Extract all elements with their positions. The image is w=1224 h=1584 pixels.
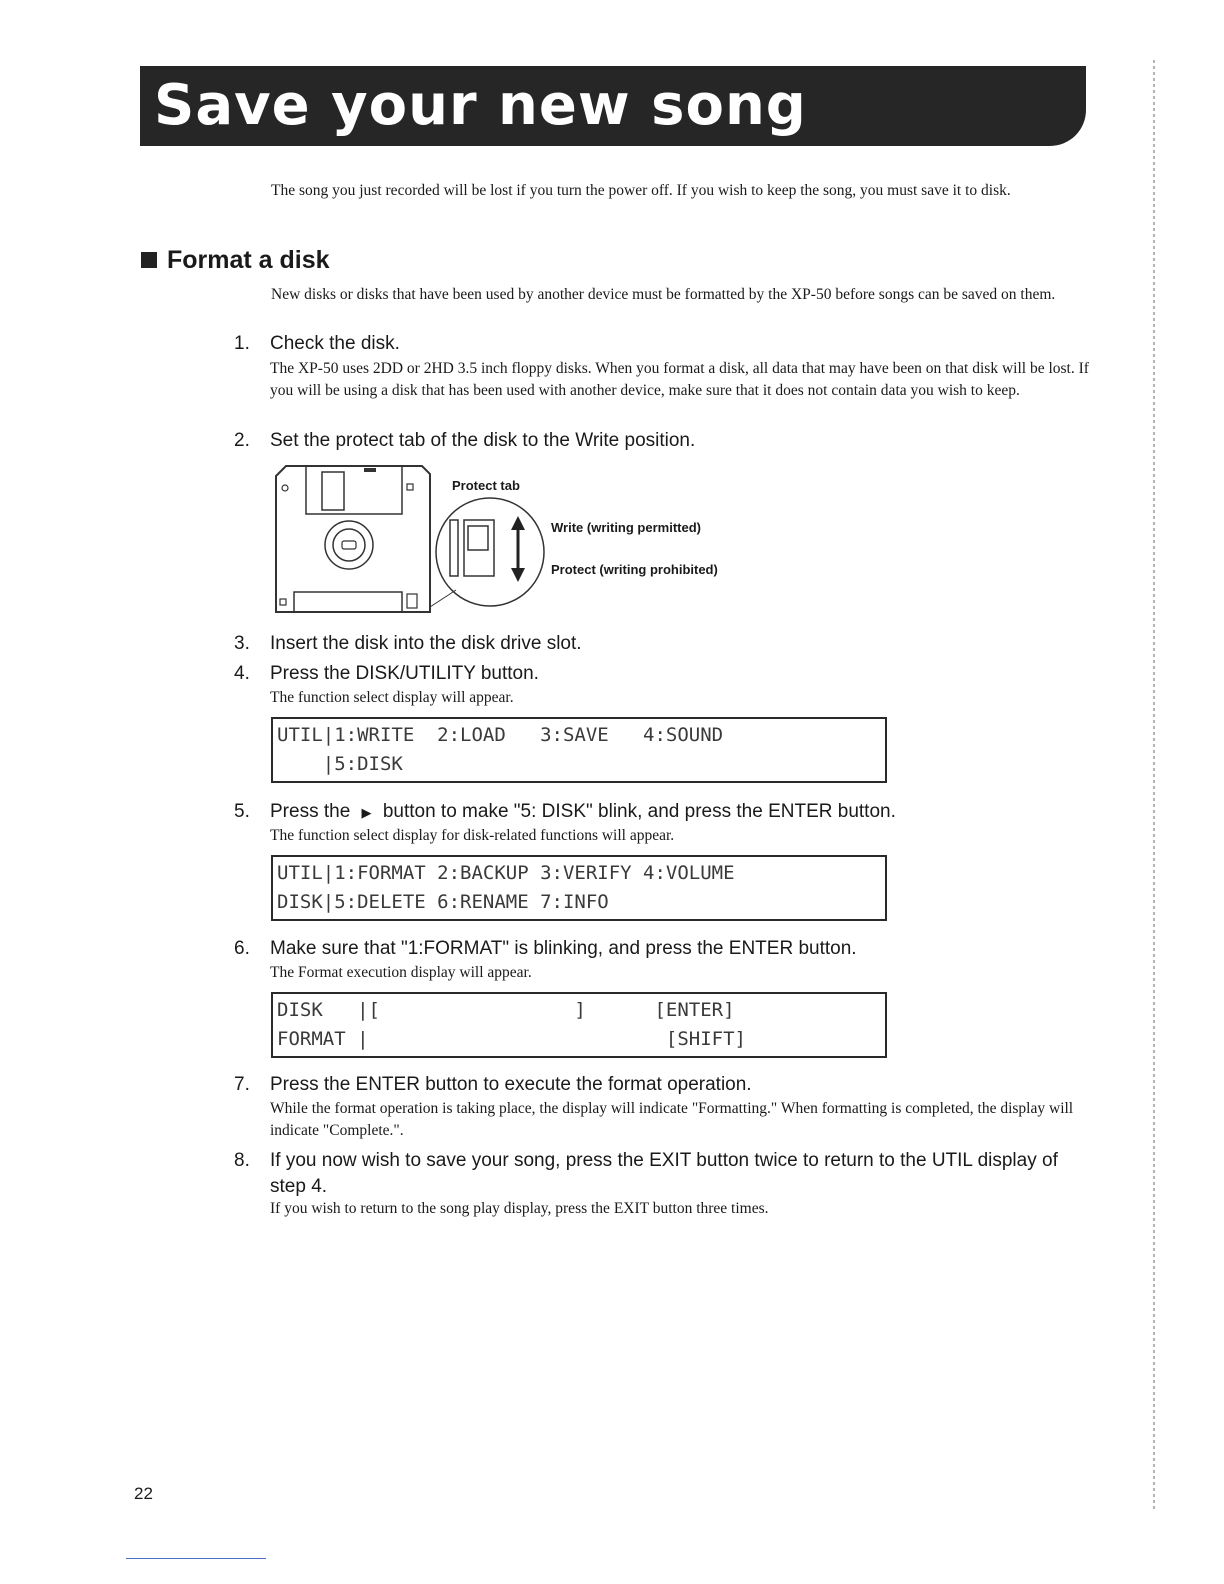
step-number: 8. [234, 1150, 250, 1171]
protect-label: Protect (writing prohibited) [551, 562, 718, 577]
step-heading: Press the DISK/UTILITY button. [270, 663, 539, 684]
write-label: Write (writing permitted) [551, 520, 701, 535]
step-heading: Insert the disk into the disk drive slot. [270, 633, 582, 654]
step-heading-post: button to make "5: DISK" blink, and press the ENTER button. [382, 801, 896, 822]
step-number: 2. [234, 430, 250, 451]
step-description: The function select display will appear. [270, 689, 514, 706]
section-lead: New disks or disks that have been used by another device must be formatted by the XP-50 before songs can be saved on them. [271, 286, 1056, 303]
step-number: 7. [234, 1074, 250, 1095]
step-description: The XP-50 uses 2DD or 2HD 3.5 inch floppy disks. When you format a disk, all data that may have been on that disk will be lost. If you will be using a disk that has been used with another device, make sure that it does not contain data you wish to keep. [270, 360, 1089, 399]
protect-tab-label: Protect tab [452, 478, 520, 493]
step-number: 5. [234, 801, 250, 822]
step-number: 1. [234, 333, 250, 354]
right-arrow-icon: ▶ [361, 805, 372, 820]
footer-rule [126, 1558, 266, 1559]
step-number: 4. [234, 663, 250, 684]
step-description: The function select display for disk-related functions will appear. [270, 827, 675, 844]
step-heading: Check the disk. [270, 333, 400, 354]
lcd-util-display [271, 717, 887, 783]
step-heading: Make sure that "1:FORMAT" is blinking, and press the ENTER button. [270, 938, 857, 959]
square-bullet-icon [141, 252, 157, 268]
scan-edge [1153, 60, 1155, 1510]
lcd-format-display [271, 992, 887, 1058]
step-number: 6. [234, 938, 250, 959]
step-description: The Format execution display will appear. [270, 964, 532, 981]
lcd-disk-display [271, 855, 887, 921]
step-heading [270, 799, 1090, 826]
lcd-line: FORMAT | [SHIFT] [277, 1028, 746, 1050]
step-heading: Press the ENTER button to execute the format operation. [270, 1074, 752, 1095]
section-heading [141, 243, 330, 277]
intro-paragraph: The song you just recorded will be lost if you turn the power off. If you wish to keep the song, you must save it to disk. [271, 182, 1011, 199]
step-heading: Set the protect tab of the disk to the Write position. [270, 430, 696, 451]
step-heading: If you now wish to save your song, press the EXIT button twice to return to the UTIL display of step 4. [270, 1150, 1058, 1197]
lcd-line: DISK|5:DELETE 6:RENAME 7:INFO [277, 891, 609, 913]
floppy-disk-icon [270, 462, 770, 622]
step-description: While the format operation is taking place, the display will indicate "Formatting." When formatting is completed, the display will indicate "Complete.". [270, 1100, 1074, 1139]
step-number: 3. [234, 633, 250, 654]
step-heading-pre: Press the [270, 801, 351, 822]
lcd-line: DISK |[ ] [ENTER] [277, 999, 735, 1021]
title-banner [140, 66, 1086, 146]
section-title: Format a disk [167, 246, 330, 274]
page-number: 22 [134, 1484, 153, 1503]
lcd-line: UTIL|1:WRITE 2:LOAD 3:SAVE 4:SOUND [277, 724, 724, 746]
step-description: If you wish to return to the song play display, press the EXIT button three times. [270, 1200, 769, 1217]
lcd-line: UTIL|1:FORMAT 2:BACKUP 3:VERIFY 4:VOLUME [277, 862, 735, 884]
floppy-disk-diagram [270, 462, 770, 622]
lcd-line: |5:DISK [277, 753, 403, 775]
page-title: Save your new song [154, 73, 807, 138]
